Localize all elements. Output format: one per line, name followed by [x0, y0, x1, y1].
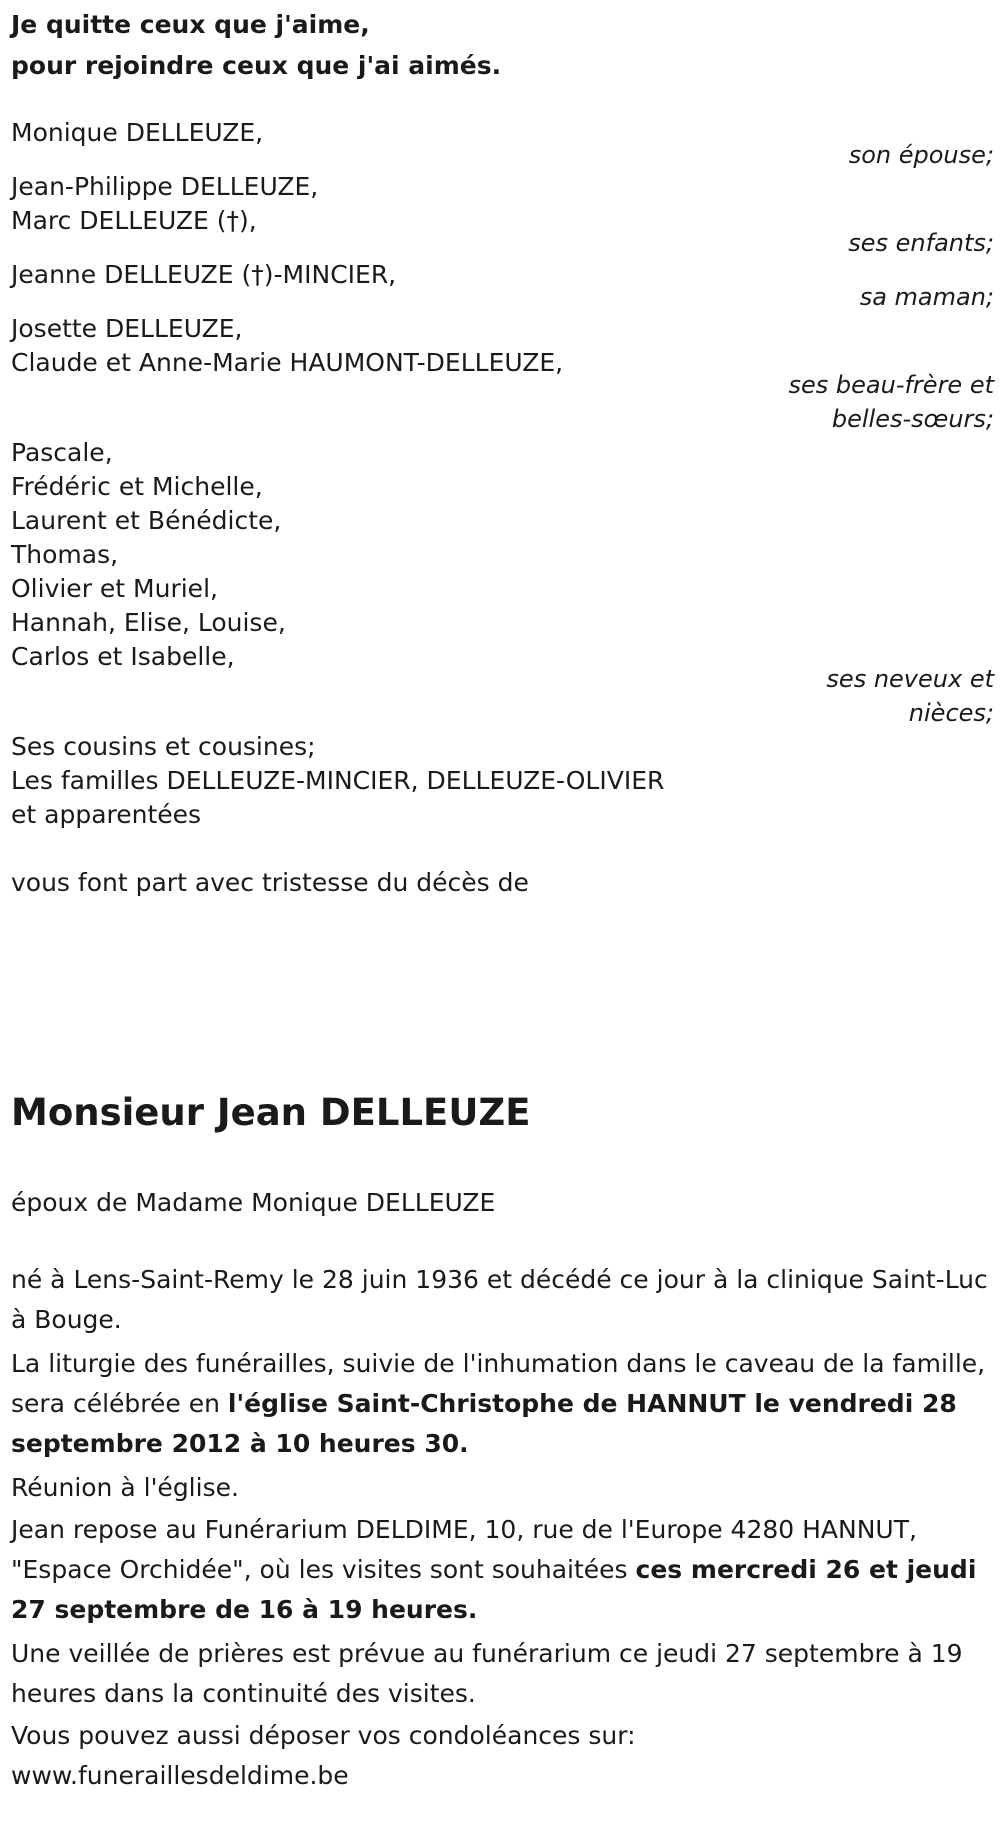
family-others-line: Les familles DELLEUZE-MINCIER, DELLEUZE-OLIVIER	[11, 766, 665, 795]
condolences-text: Vous pouvez aussi déposer vos condoléances sur:	[11, 1721, 636, 1750]
spouse-of-text: époux de Madame Monique DELLEUZE	[11, 1188, 496, 1217]
family-role: nièces;	[908, 699, 994, 727]
visit-paragraph	[11, 1510, 996, 1630]
family-others-line: Ses cousins et cousines;	[11, 732, 316, 761]
family-role: ses beau-frère et	[788, 371, 994, 399]
quote-line-1: Je quitte ceux que j'aime,	[11, 10, 370, 39]
family-name: Pascale,	[11, 438, 113, 467]
family-name: Claude et Anne-Marie HAUMONT-DELLEUZE,	[11, 348, 564, 377]
visit-bold-text: ces mercredi 26 et jeudi 27 septembre de 16 à 19 heures.	[11, 1555, 977, 1624]
liturgy-paragraph	[11, 1344, 996, 1464]
family-role: ses neveux et	[826, 665, 994, 693]
liturgy-text: La liturgie des funérailles, suivie de l'inhumation dans le caveau de la famille, sera célébrée en	[11, 1349, 986, 1418]
family-name: Frédéric et Michelle,	[11, 472, 263, 501]
announcement-text: vous font part avec tristesse du décès de	[11, 868, 529, 897]
quote-line-2: pour rejoindre ceux que j'ai aimés.	[11, 51, 502, 80]
liturgy-bold-text: l'église Saint-Christophe de HANNUT le vendredi 28 septembre 2012 à 10 heures 30.	[11, 1389, 957, 1458]
family-name: Hannah, Elise, Louise,	[11, 608, 286, 637]
family-role: son épouse;	[848, 141, 994, 169]
family-name: Jeanne DELLEUZE (†)-MINCIER,	[11, 260, 397, 289]
family-name: Thomas,	[11, 540, 119, 569]
family-name: Josette DELLEUZE,	[11, 314, 243, 343]
visit-text: Jean repose au Funérarium DELDIME, 10, rue de l'Europe 4280 HANNUT, "Espace Orchidée", où les visites sont souhaitées	[11, 1515, 917, 1584]
family-others-line: et apparentées	[11, 800, 202, 829]
family-name: Monique DELLEUZE,	[11, 118, 264, 147]
family-name: Jean-Philippe DELLEUZE,	[11, 172, 319, 201]
family-role: ses enfants;	[848, 229, 994, 257]
condolences-link[interactable]: www.funeraillesdeldime.be	[11, 1761, 349, 1790]
family-name: Marc DELLEUZE (†),	[11, 206, 257, 235]
family-name: Carlos et Isabelle,	[11, 642, 235, 671]
birth-death-paragraph: né à Lens-Saint-Remy le 28 juin 1936 et décédé ce jour à la clinique Saint-Luc à Bouge.	[11, 1265, 988, 1334]
family-role: belles-sœurs;	[831, 405, 994, 433]
vigil-paragraph: Une veillée de prières est prévue au funérarium ce jeudi 27 septembre à 19 heures dans la continuité des visites.	[11, 1639, 963, 1708]
condolences-paragraph	[11, 1716, 996, 1796]
deceased-name: Monsieur Jean DELLEUZE	[11, 1091, 531, 1134]
family-role: sa maman;	[859, 283, 994, 311]
meeting-text: Réunion à l'église.	[11, 1473, 239, 1502]
family-name: Olivier et Muriel,	[11, 574, 218, 603]
family-name: Laurent et Bénédicte,	[11, 506, 282, 535]
